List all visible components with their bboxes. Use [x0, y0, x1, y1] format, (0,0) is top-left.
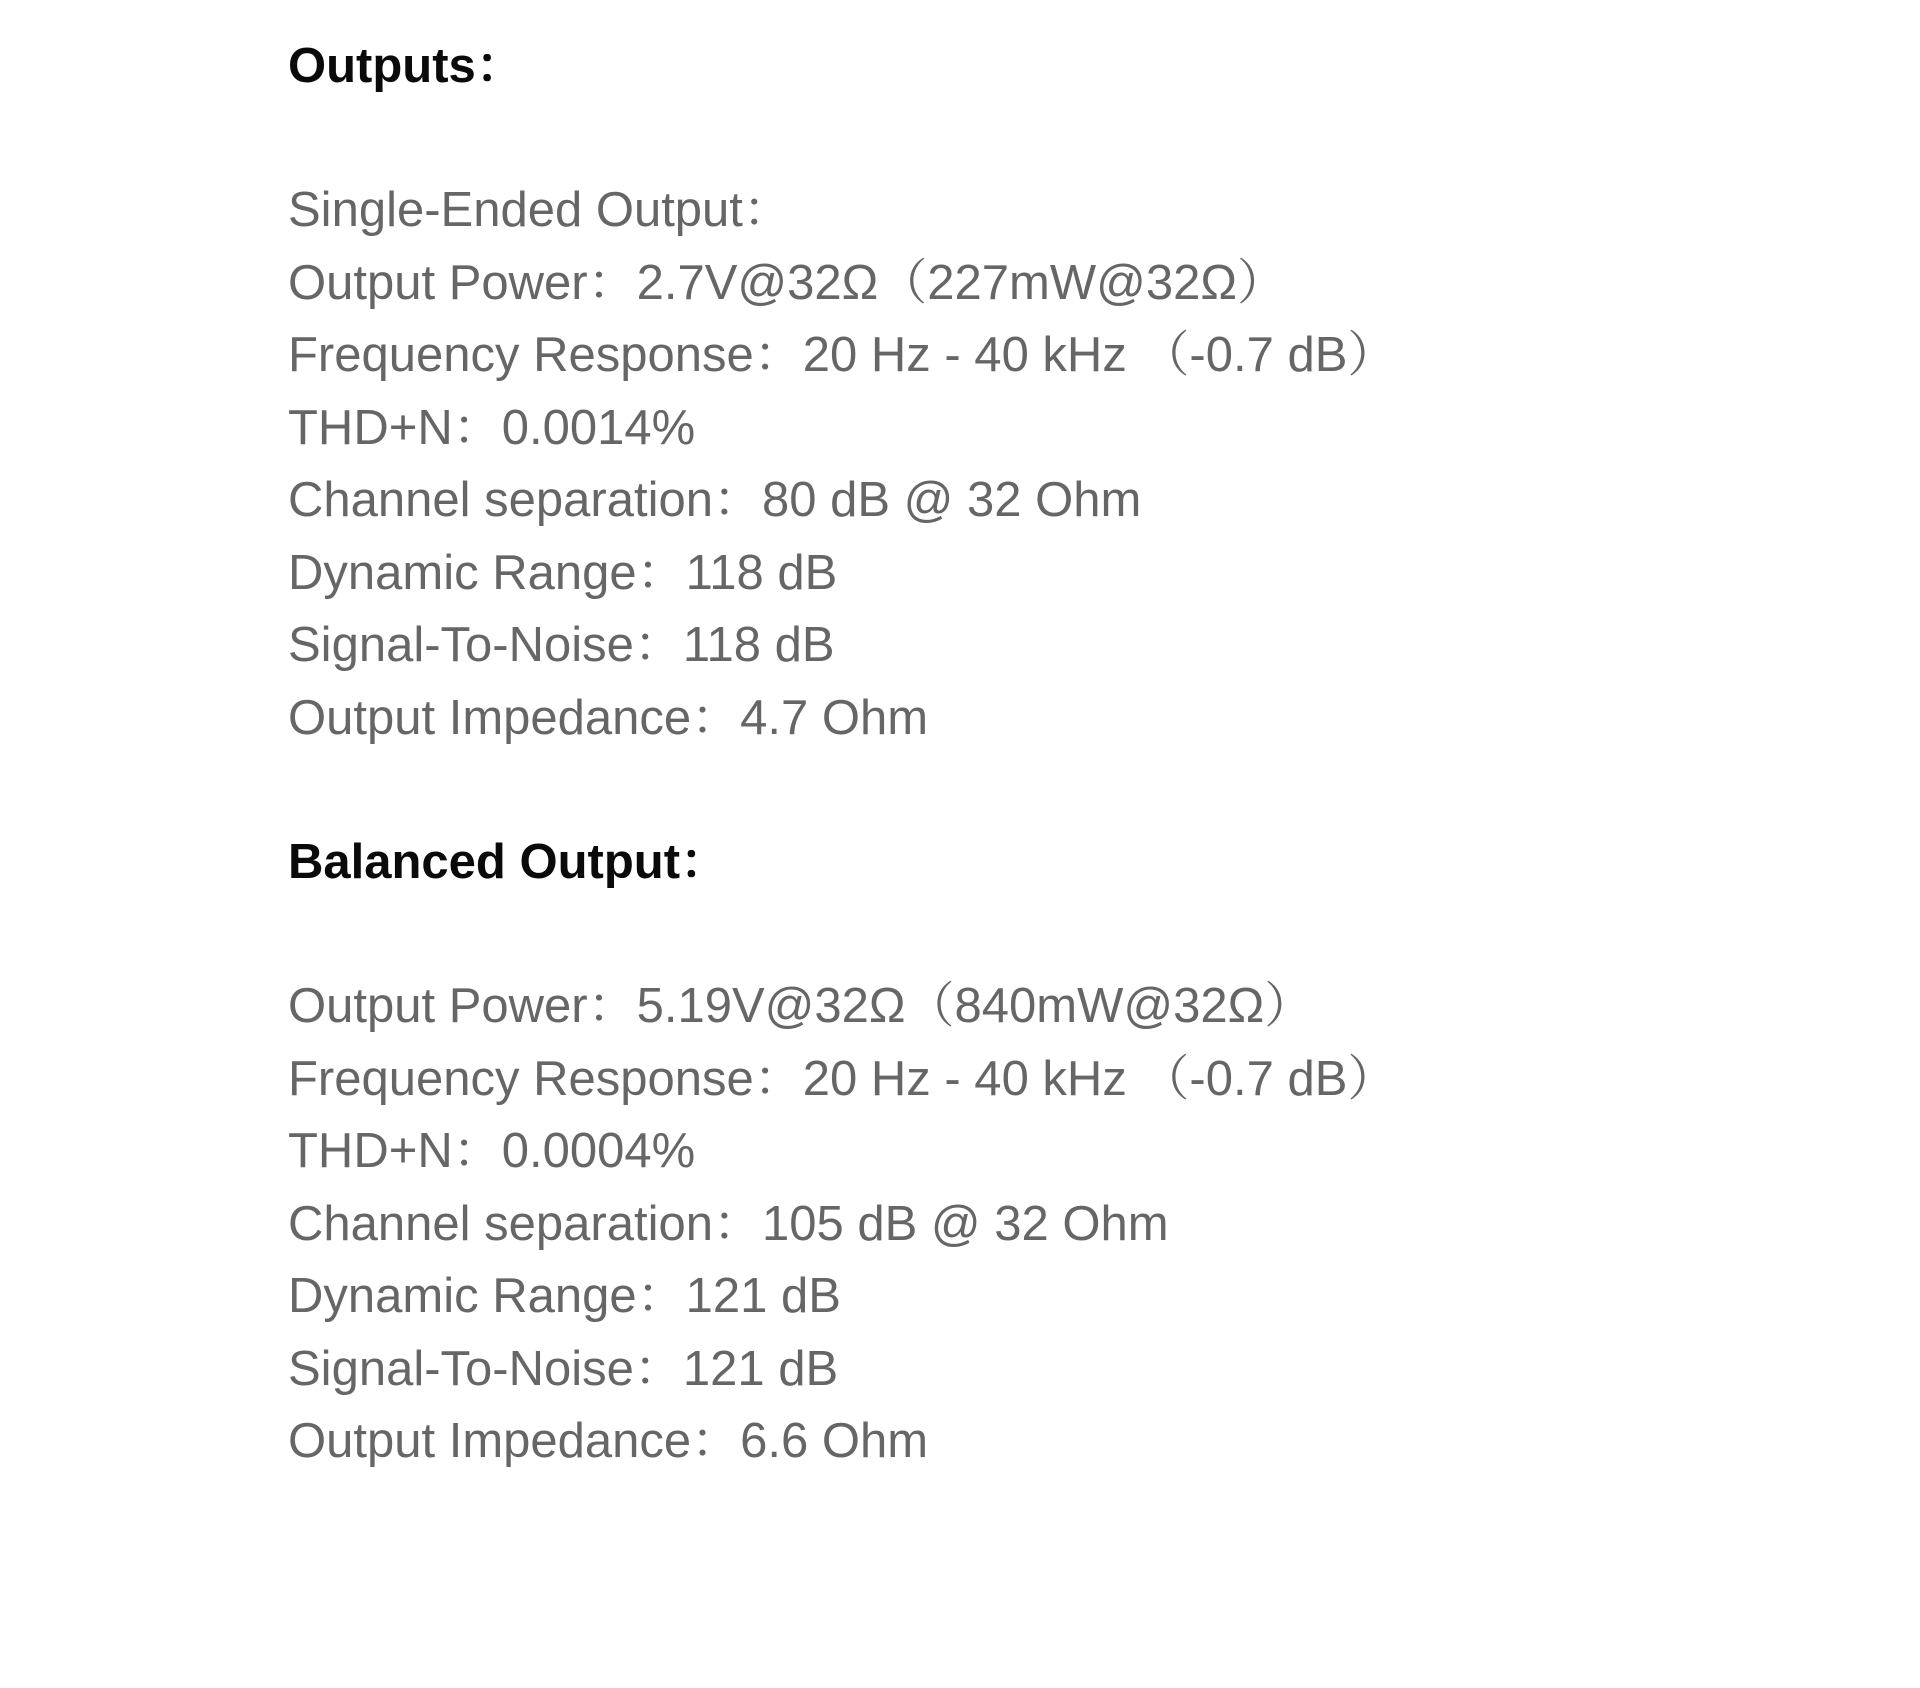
single-ended-thd-n: THD+N：0.0014% [288, 400, 696, 455]
single-ended-section [288, 174, 1788, 754]
balanced-thd-n: THD+N：0.0004% [288, 1124, 696, 1178]
single-ended-channel-separation: Channel separation：80 dB @ 32 Ohm [288, 473, 1142, 527]
outputs-heading: Outputs： [288, 39, 525, 93]
balanced-dynamic-range: Dynamic Range：121 dB [288, 1269, 841, 1323]
balanced-frequency-response: Frequency Response：20 Hz - 40 kHz （-0.7 dB） [288, 1051, 1397, 1106]
spec-document [288, 30, 1788, 1478]
spacer [288, 898, 1788, 970]
single-ended-signal-to-noise: Signal-To-Noise：118 dB [288, 618, 835, 672]
balanced-signal-to-noise: Signal-To-Noise：121 dB [288, 1341, 839, 1396]
spacer [288, 754, 1788, 826]
balanced-heading: Balanced Output： [288, 835, 730, 889]
single-ended-heading: Single-Ended Output： [288, 183, 792, 237]
balanced-section [288, 826, 1788, 1478]
single-ended-output-impedance: Output Impedance：4.7 Ohm [288, 690, 929, 745]
single-ended-output-power: Output Power：2.7V@32Ω（227mW@32Ω） [288, 255, 1286, 310]
spacer [288, 102, 1788, 174]
balanced-channel-separation: Channel separation：105 dB @ 32 Ohm [288, 1196, 1169, 1251]
single-ended-frequency-response: Frequency Response：20 Hz - 40 kHz （-0.7 dB） [288, 328, 1397, 382]
balanced-output-power: Output Power：5.19V@32Ω（840mW@32Ω） [288, 979, 1314, 1033]
single-ended-dynamic-range: Dynamic Range：118 dB [288, 545, 838, 600]
balanced-output-impedance: Output Impedance：6.6 Ohm [288, 1414, 929, 1468]
